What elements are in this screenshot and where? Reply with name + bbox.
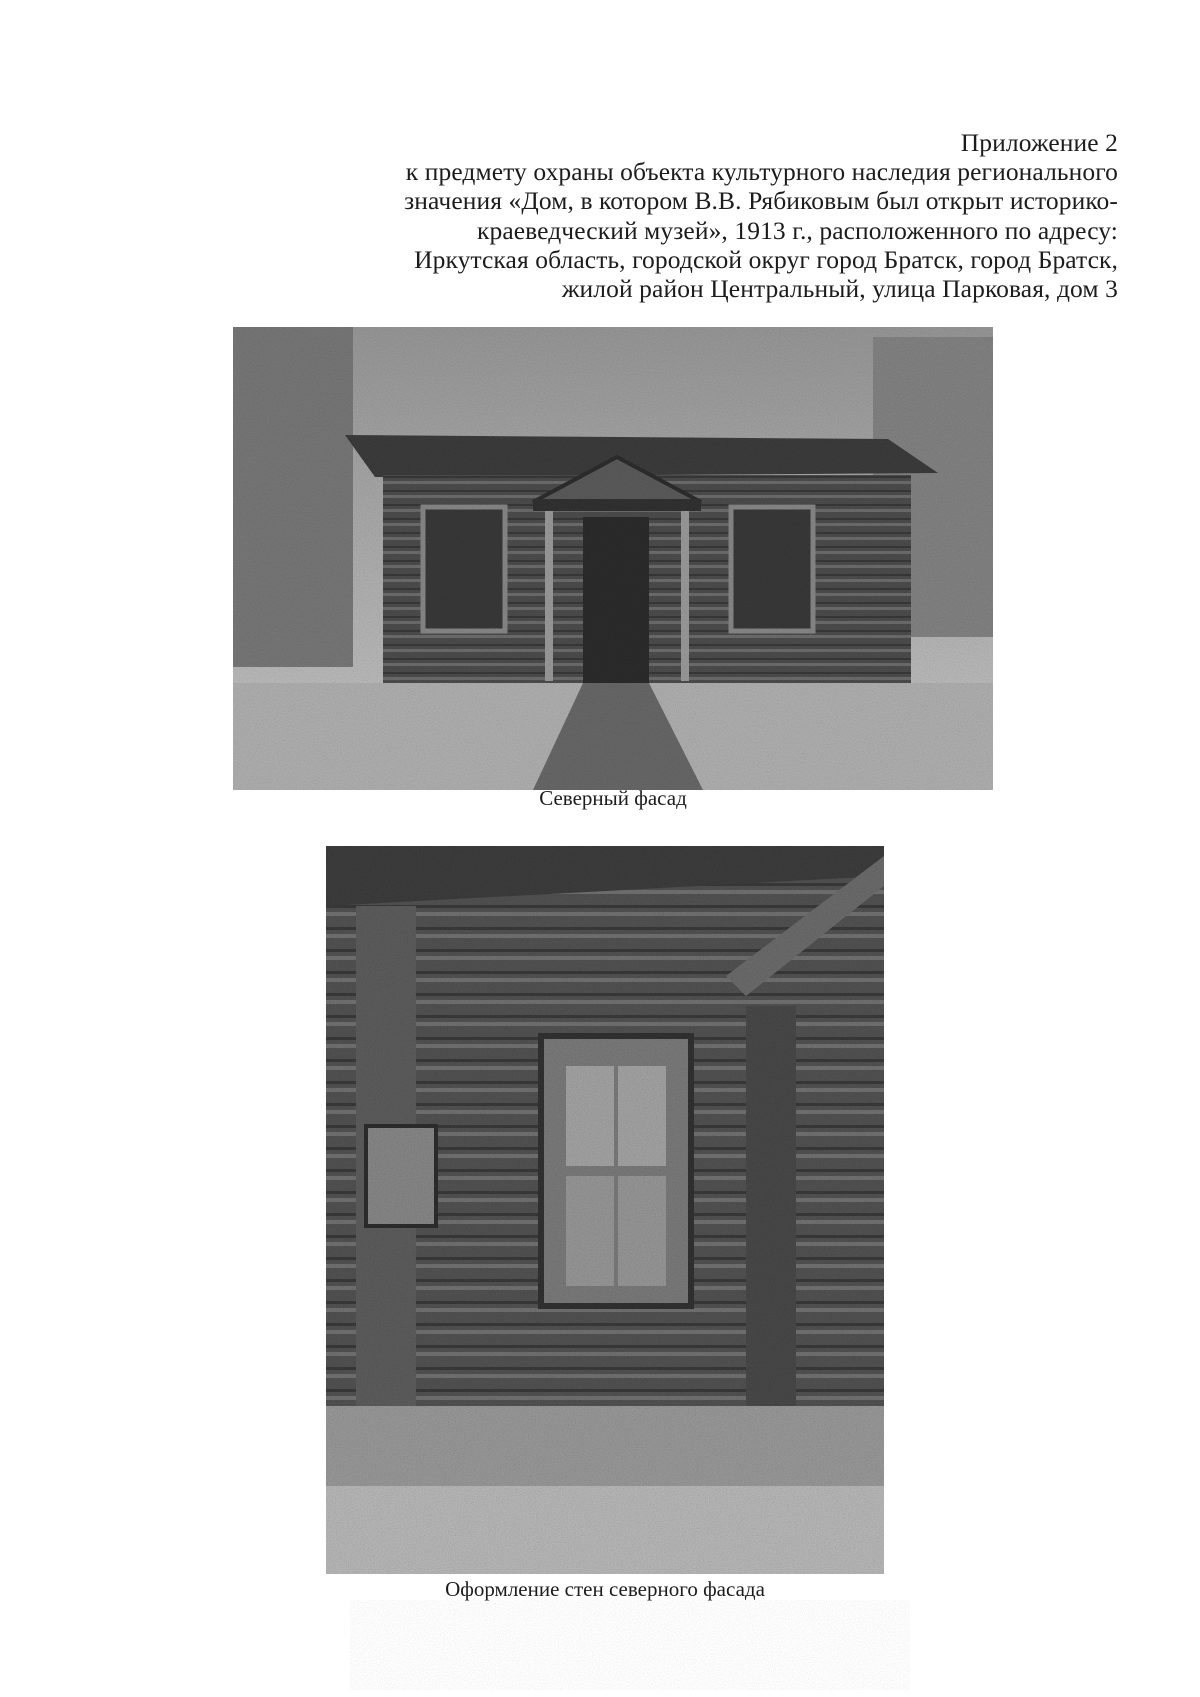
north-facade-photo bbox=[233, 327, 993, 790]
header-line-5: Иркутская область, городской округ город Братск, город Братск, bbox=[414, 244, 1118, 274]
scan-noise bbox=[350, 1600, 910, 1690]
appendix-title: Приложение 2 bbox=[960, 128, 1118, 157]
header-line-6: жилой район Центральный, улица Парковая, дом 3 bbox=[561, 274, 1118, 304]
header-line-2: к предмету охраны объекта культурного наследия регионального bbox=[405, 157, 1118, 187]
log-wall-window-image bbox=[326, 846, 884, 1574]
wall-detail-photo bbox=[326, 846, 884, 1574]
house-facade-image bbox=[233, 327, 993, 790]
header-line-4: краеведческий музей», 1913 г., расположенного по адресу: bbox=[476, 215, 1118, 245]
photo-caption-north-facade: Северный фасад bbox=[539, 786, 687, 810]
header-line-3: значения «Дом, в котором В.В. Рябиковым был открыт историко- bbox=[404, 186, 1118, 216]
appendix-header bbox=[238, 128, 1118, 303]
photo-caption-wall-detail: Оформление стен северного фасада bbox=[445, 1577, 765, 1601]
